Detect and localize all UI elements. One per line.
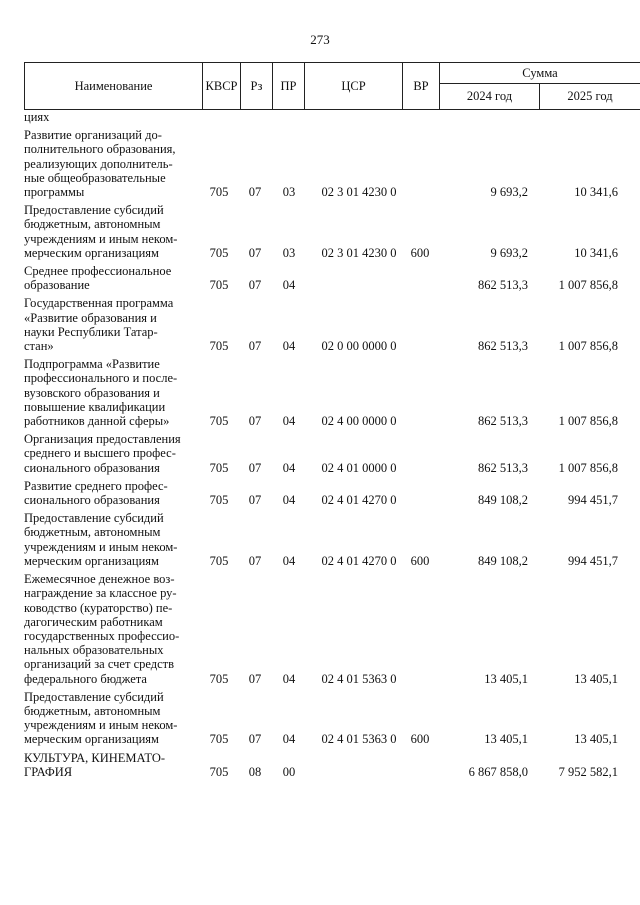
cell-rz: 07 bbox=[248, 460, 262, 475]
cell-csr: 02 3 01 4230 0 bbox=[321, 185, 397, 200]
row-name-line: федерального бюджета bbox=[24, 671, 147, 686]
row-name-line: профессионального и после- bbox=[24, 371, 178, 386]
cell-kvsr: 705 bbox=[209, 493, 229, 508]
row-name-line: мерческим организациям bbox=[24, 732, 159, 747]
row-name-line: полнительного образования, bbox=[24, 142, 176, 157]
cell-sum-2024: 862 513,3 bbox=[478, 339, 528, 354]
cell-sum-2024: 6 867 858,0 bbox=[468, 764, 528, 779]
row-name-line: нальных образовательных bbox=[24, 643, 164, 658]
cell-kvsr: 705 bbox=[209, 671, 229, 686]
row-name-line: вузовского образования и bbox=[24, 385, 160, 400]
row-name-line: Ежемесячное денежное воз- bbox=[24, 572, 175, 587]
cell-rz: 07 bbox=[248, 278, 262, 293]
row-name bbox=[24, 203, 200, 260]
row-name-line: учреждениям и иным неком- bbox=[24, 539, 178, 554]
page-number: 273 bbox=[310, 32, 330, 47]
cell-sum-2025: 994 451,7 bbox=[568, 553, 618, 568]
row-name-line: Среднее профессиональное bbox=[24, 264, 172, 279]
row-name bbox=[24, 264, 200, 292]
row-name bbox=[24, 296, 200, 353]
cell-kvsr: 705 bbox=[209, 414, 229, 429]
header-year-2025: 2025 год bbox=[539, 84, 640, 109]
cell-sum-2025: 10 341,6 bbox=[574, 245, 618, 260]
cell-sum-2024: 849 108,2 bbox=[478, 493, 528, 508]
table-row bbox=[24, 128, 640, 199]
cell-csr: 02 4 01 5363 0 bbox=[321, 671, 397, 686]
cell-csr: 02 4 01 4270 0 bbox=[321, 493, 397, 508]
table-row bbox=[24, 203, 640, 260]
table-header bbox=[24, 62, 640, 110]
row-name-line: награждение за классное ру- bbox=[24, 586, 177, 601]
row-name-line: циях bbox=[24, 110, 50, 124]
row-name-line: Предоставление субсидий bbox=[24, 689, 164, 704]
cell-csr: 02 4 01 4270 0 bbox=[321, 553, 397, 568]
header-rz: Рз bbox=[240, 63, 272, 109]
row-name-line: мерческим организациям bbox=[24, 245, 159, 260]
cell-pr: 04 bbox=[282, 339, 296, 354]
cell-sum-2025: 1 007 856,8 bbox=[558, 339, 618, 354]
row-name-line: государственных профессио- bbox=[24, 628, 180, 643]
header-pr: ПР bbox=[272, 63, 304, 109]
table-row bbox=[24, 432, 640, 475]
cell-kvsr: 705 bbox=[209, 764, 229, 779]
row-name-line: работников данной сферы» bbox=[24, 414, 170, 429]
cell-sum-2025: 13 405,1 bbox=[574, 732, 618, 747]
cell-pr: 04 bbox=[282, 732, 296, 747]
cell-rz: 07 bbox=[248, 671, 262, 686]
row-name-line: стан» bbox=[24, 339, 54, 354]
cell-rz: 07 bbox=[248, 493, 262, 508]
cell-sum-2025: 13 405,1 bbox=[574, 671, 618, 686]
cell-rz: 07 bbox=[248, 732, 262, 747]
cell-sum-2024: 9 693,2 bbox=[490, 185, 528, 200]
cell-pr: 03 bbox=[282, 245, 296, 260]
row-name bbox=[24, 751, 200, 779]
row-name-line: сионального образования bbox=[24, 493, 160, 508]
row-name-line: учреждениям и иным неком- bbox=[24, 718, 178, 733]
cell-rz: 07 bbox=[248, 185, 262, 200]
row-name-line: образование bbox=[24, 278, 90, 293]
row-name-line: Развитие среднего профес- bbox=[24, 478, 168, 493]
row-name-line: бюджетным, автономным bbox=[24, 525, 161, 540]
cell-rz: 07 bbox=[248, 245, 262, 260]
row-name-line: дагогическим работникам bbox=[24, 614, 163, 629]
cell-vr: 600 bbox=[410, 553, 430, 568]
row-name-line: ГРАФИЯ bbox=[24, 764, 73, 779]
row-name bbox=[24, 690, 200, 747]
cell-sum-2024: 849 108,2 bbox=[478, 553, 528, 568]
cell-sum-2025: 1 007 856,8 bbox=[558, 460, 618, 475]
row-name-line: КУЛЬТУРА, КИНЕМАТО- bbox=[24, 750, 166, 765]
header-sum: Сумма bbox=[439, 63, 640, 84]
cell-sum-2024: 862 513,3 bbox=[478, 278, 528, 293]
cell-pr: 04 bbox=[282, 493, 296, 508]
cell-pr: 04 bbox=[282, 671, 296, 686]
row-name-line: мерческим организациям bbox=[24, 553, 159, 568]
table-row bbox=[24, 296, 640, 353]
row-name bbox=[24, 572, 200, 686]
row-name-line: Подпрограмма «Развитие bbox=[24, 357, 160, 372]
cell-pr: 03 bbox=[282, 185, 296, 200]
row-name bbox=[24, 479, 200, 507]
header-csr: ЦСР bbox=[304, 63, 402, 109]
row-name-line: бюджетным, автономным bbox=[24, 217, 161, 232]
header-name: Наименование bbox=[24, 63, 202, 109]
cell-sum-2025: 1 007 856,8 bbox=[558, 278, 618, 293]
cell-rz: 07 bbox=[248, 553, 262, 568]
header-year-2024: 2024 год bbox=[439, 84, 539, 109]
row-name-line: ководство (кураторство) пе- bbox=[24, 600, 173, 615]
table-row bbox=[24, 572, 640, 686]
row-name bbox=[24, 110, 200, 124]
cell-csr: 02 0 00 0000 0 bbox=[321, 339, 397, 354]
cell-kvsr: 705 bbox=[209, 185, 229, 200]
cell-sum-2024: 862 513,3 bbox=[478, 460, 528, 475]
row-name-line: повышение квалификации bbox=[24, 399, 166, 414]
cell-kvsr: 705 bbox=[209, 553, 229, 568]
row-name-line: Предоставление субсидий bbox=[24, 203, 164, 218]
header-kvsr: КВСР bbox=[202, 63, 240, 109]
row-name-line: программы bbox=[24, 185, 85, 200]
row-name-line: Государственная программа bbox=[24, 296, 174, 311]
row-name-line: реализующих дополнитель- bbox=[24, 156, 173, 171]
cell-sum-2025: 7 952 582,1 bbox=[558, 764, 618, 779]
table-body bbox=[24, 110, 640, 783]
cell-sum-2024: 9 693,2 bbox=[490, 245, 528, 260]
cell-rz: 08 bbox=[248, 764, 262, 779]
cell-rz: 07 bbox=[248, 414, 262, 429]
cell-vr: 600 bbox=[410, 732, 430, 747]
cell-csr: 02 4 00 0000 0 bbox=[321, 414, 397, 429]
cell-rz: 07 bbox=[248, 339, 262, 354]
cell-pr: 04 bbox=[282, 553, 296, 568]
row-name-line: «Развитие образования и bbox=[24, 310, 157, 325]
row-name-line: ные общеобразовательные bbox=[24, 170, 166, 185]
cell-sum-2024: 13 405,1 bbox=[484, 671, 528, 686]
cell-sum-2025: 10 341,6 bbox=[574, 185, 618, 200]
row-name-line: организаций за счет средств bbox=[24, 657, 175, 672]
cell-sum-2025: 994 451,7 bbox=[568, 493, 618, 508]
row-name bbox=[24, 432, 200, 475]
row-name bbox=[24, 511, 200, 568]
cell-vr: 600 bbox=[410, 245, 430, 260]
row-name-line: Развитие организаций до- bbox=[24, 128, 162, 143]
row-name bbox=[24, 128, 200, 199]
cell-kvsr: 705 bbox=[209, 732, 229, 747]
row-name-line: Организация предоставления bbox=[24, 432, 181, 447]
row-name-line: учреждениям и иным неком- bbox=[24, 231, 178, 246]
cell-pr: 00 bbox=[282, 764, 296, 779]
table-row bbox=[24, 751, 640, 779]
table-row bbox=[24, 357, 640, 428]
cell-kvsr: 705 bbox=[209, 339, 229, 354]
cell-csr: 02 4 01 0000 0 bbox=[321, 460, 397, 475]
cell-sum-2025: 1 007 856,8 bbox=[558, 414, 618, 429]
cell-kvsr: 705 bbox=[209, 278, 229, 293]
row-name bbox=[24, 357, 200, 428]
table-row bbox=[24, 511, 640, 568]
table-row bbox=[24, 690, 640, 747]
row-name-line: бюджетным, автономным bbox=[24, 703, 161, 718]
row-name-line: Предоставление субсидий bbox=[24, 511, 164, 526]
row-name-line: науки Республики Татар- bbox=[24, 324, 158, 339]
cell-sum-2024: 13 405,1 bbox=[484, 732, 528, 747]
cell-pr: 04 bbox=[282, 460, 296, 475]
cell-csr: 02 3 01 4230 0 bbox=[321, 245, 397, 260]
row-name-line: среднего и высшего профес- bbox=[24, 446, 176, 461]
table-row bbox=[24, 479, 640, 507]
table-row bbox=[24, 110, 640, 124]
cell-pr: 04 bbox=[282, 414, 296, 429]
table-row bbox=[24, 264, 640, 292]
cell-kvsr: 705 bbox=[209, 460, 229, 475]
cell-kvsr: 705 bbox=[209, 245, 229, 260]
cell-pr: 04 bbox=[282, 278, 296, 293]
cell-sum-2024: 862 513,3 bbox=[478, 414, 528, 429]
row-name-line: сионального образования bbox=[24, 460, 160, 475]
cell-csr: 02 4 01 5363 0 bbox=[321, 732, 397, 747]
header-vr: ВР bbox=[402, 63, 439, 109]
